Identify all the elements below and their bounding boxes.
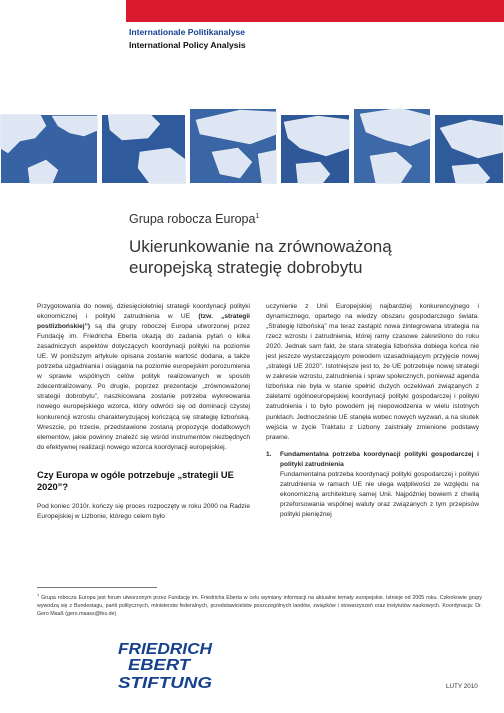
section-paragraph: Pod koniec 2010r. kończy się proces rozpoczęty w roku 2000 na Radzie Europejskiej w Lizbonie, którego celem było <box>37 502 250 520</box>
svg-text:STIFTUNG: STIFTUNG <box>118 675 212 692</box>
numbered-section-text: Fundamentalna potrzeba koordynacji polityki gospodarczej i polityki zatrudnienia w ramach UE nie ulega wątpliwości ze względu na ekonomiczną architekturę samej Unii. Najpóźniej bowiem z chwilą przeforsowania wspólnej waluty oraz związanych z tym przepisów polityki pieniężnej <box>280 470 479 518</box>
publication-date: LUTY 2010 <box>446 683 478 690</box>
document-title <box>129 236 392 278</box>
world-map-banner <box>0 108 504 184</box>
intro-bold-term: (tzw. „strategii postlizbońskiej”) <box>37 313 250 331</box>
series-subtitle: International Policy Analysis <box>129 40 246 50</box>
series-title: Internationale Politikanalyse <box>129 27 246 37</box>
title-line-2: europejską strategię dobrobytu <box>129 258 363 277</box>
footnote-ref: 1 <box>255 212 260 220</box>
svg-text:EBERT: EBERT <box>128 657 192 674</box>
numbered-section <box>266 450 479 520</box>
svg-text:FRIEDRICH: FRIEDRICH <box>118 641 213 658</box>
continuation-paragraph: uczynienie z Unii Europejskiej najbardziej konkurencyjnego i dynamicznego, opartego na wiedzy obszaru gospodarczego świata. „Strategię lizbońską” ma teraz zastąpić nowa zintegrowana strategia na rzecz wzrostu i zatrudnienia, której ramy czasowe zakreślono do roku 2020. Jednak sam fakt, że stara strategia lizbońska dobiega końca nie jest jeszcze wystarczającym powodem uzasadniającym przyjęcie nowej „strategii UE 2020”. Istotniejsze jest to, że UE potrzebuje nowej strategii w zakresie wzrostu, zatrudnienia i spraw społecznych, ponieważ agenda lizbońska nie była w stanie spełnić dużych oczekiwań związanych z zaletami ogólnoeuropejskiej koordynacji polityki gospodarczej i polityki zatrudnienia i to było powodem jej niepowodzenia w wielu istotnych punktach. Jednocześnie UE stanęła wobec nowych wyzwań, a na skutek wejścia w życie Traktatu z Lizbony zaistniały zmienione podstawy prawne. <box>266 303 479 441</box>
footnote: $^1$ Grupa robocza Europa jest forum utworzonym przez Fundację im. Friedricha Eberta w celu wymiany informacji na aktualne tematy europejskie. Istnieje od 2005 roku. Członkowie grupy wywodzą się z Bundestagu, partii politycznych, ministerstw federalnych, przedstawicielstw poszczególnych landów, związków i stowarzyszeń oraz instytutów naukowych. Koordynacja: Dr. Gero Maaß (gero.maass@fes.de) <box>37 592 482 618</box>
title-line-1: Ukierunkowanie na zrównoważoną <box>129 237 392 256</box>
section-number: 1. <box>266 450 272 458</box>
working-group-name: Grupa robocza Europa$^1$ <box>129 212 260 226</box>
footnote-divider <box>37 587 157 588</box>
numbered-section-title: Fundamentalna potrzeba koordynacji polityki gospodarczej i polityki zatrudnienia <box>280 450 479 468</box>
fes-logo <box>118 638 214 692</box>
section-heading: Czy Europa w ogóle potrzebuje „strategii UE 2020”? <box>37 469 234 492</box>
intro-paragraph: Przygotowania do nowej, dziesięcioletniej strategii koordynacji polityki ekonomicznej i polityki zatrudnienia w UE (tzw. „strategii postlizbońskiej”) są dla grupy roboczej Europa utworzonej przez Fundację im. Friedricha Eberta okazją do zadania pytań o kilka zasadniczych aspektów dotyczących koordynacji polityki na poziomie UE. W poniższym artykule opisana zostanie wartość dodana, a także potrzeba uzgadniania i osiągania na poziomie europejskim porozumienia w sprawie wspólnych celów polityk realizowanych w sposób zdecentralizowany. Po drugie, poprzez prezentacje „zrównoważonej strategii dobrobytu”, naszkicowana zostanie potrzeba wykreowania nowego europejskiego wzorca, który odwróci się od dominacji czystej konkurencji wzrostu charakteryzującej kończącą się strategię lizbońską. Wreszcie, po trzecie, przedstawione zostaną propozycje dodatkowych elementów, jakie powinny znaleźć się wśród instrumentów niezbędnych do efektywnej realizacji nowego wzorca koordynacji europejskiej. <box>37 303 250 451</box>
left-column <box>37 302 250 522</box>
header-red-bar <box>126 0 504 22</box>
right-column <box>266 302 479 520</box>
